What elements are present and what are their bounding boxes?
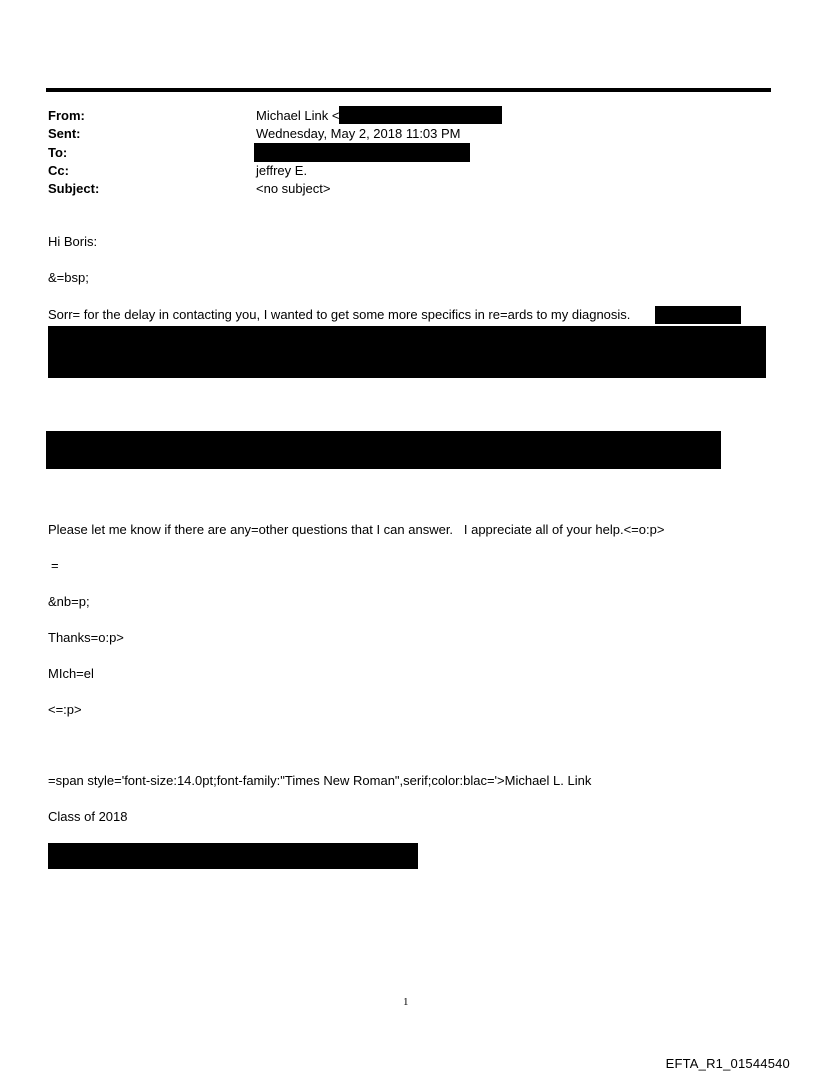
cc-value: jeffrey E. bbox=[256, 163, 308, 178]
cc-label: Cc: bbox=[48, 163, 69, 178]
signature-line: =span style='font-size:14.0pt;font-family:"Times New Roman",serif;color:blac='>Michael L. Link bbox=[48, 773, 592, 788]
page-number: 1 bbox=[403, 996, 409, 1008]
class-of-line: Class of 2018 bbox=[48, 809, 128, 824]
thanks-line: Thanks=o:p> bbox=[48, 630, 124, 645]
sent-label: Sent: bbox=[48, 126, 81, 141]
subject-value: <no subject> bbox=[256, 181, 331, 196]
from-value: Michael Link < bbox=[256, 108, 340, 123]
redaction-to bbox=[254, 143, 470, 162]
paragraph-2: Please let me know if there are any=other questions that I can answer. I appreciate all of your help.<=o:p> bbox=[48, 522, 665, 537]
from-label: From: bbox=[48, 108, 85, 123]
nbsp-line-2: &nb=p; bbox=[48, 594, 90, 609]
header-rule bbox=[46, 88, 771, 92]
to-label: To: bbox=[48, 145, 68, 160]
bates-number: EFTA_R1_01544540 bbox=[665, 1056, 790, 1071]
sent-value: Wednesday, May 2, 2018 11:03 PM bbox=[256, 126, 461, 141]
redaction-inline bbox=[655, 306, 741, 324]
redaction-block-3 bbox=[48, 843, 418, 869]
paragraph-1: Sorr= for the delay in contacting you, I wanted to get some more specifics in re=ards to my diagnosis. bbox=[48, 307, 631, 322]
nbsp-line-1: &=bsp; bbox=[48, 270, 89, 285]
ptag-line: <=:p> bbox=[48, 702, 82, 717]
name-line: MIch=el bbox=[48, 666, 94, 681]
greeting: Hi Boris: bbox=[48, 234, 98, 249]
redaction-block-2 bbox=[46, 431, 721, 469]
subject-label: Subject: bbox=[48, 181, 100, 196]
redaction-from-email bbox=[339, 106, 502, 124]
equals-line: = bbox=[51, 558, 59, 573]
redaction-block-1 bbox=[48, 326, 766, 378]
